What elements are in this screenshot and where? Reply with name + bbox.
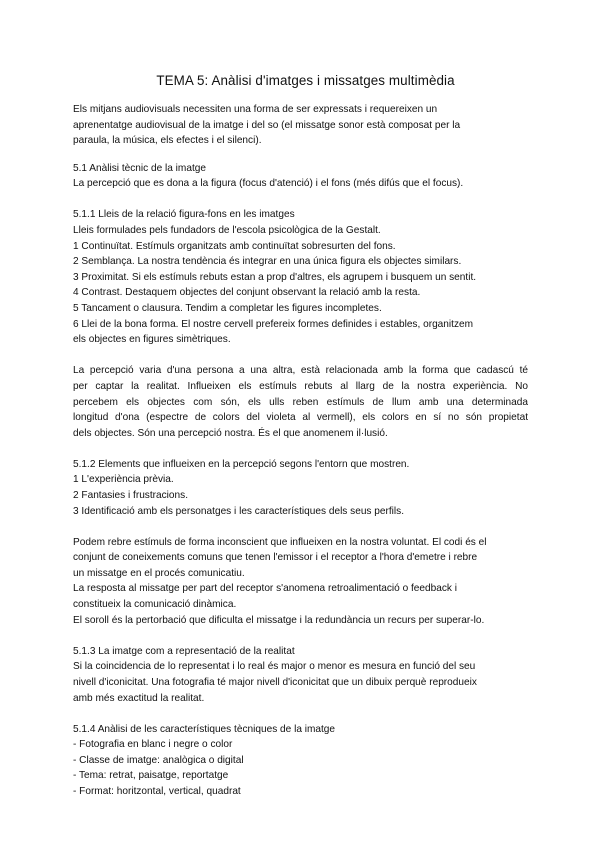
text-line: longitud d'ona (espectre de colors del violeta al vermell), els colors en sí no són propietat: [73, 412, 528, 424]
section-5-1-3: [73, 644, 528, 706]
text-line: percebem els objectes com són, els ulls reben estímuls de llum amb una determinada: [73, 396, 528, 408]
list-item: 5 Tancament o clausura. Tendim a completar les figures incompletes.: [73, 303, 382, 315]
text-line: per captar la realitat. Influeixen els estímuls rebuts al llarg de la nostra experiència. No: [73, 380, 528, 392]
text-line: La percepció varia d'una persona a una altra, està relacionada amb la forma que cadascú té: [73, 365, 528, 377]
section-heading: 5.1.4 Anàlisi de les característiques tècniques de la imatge: [73, 723, 336, 735]
document-title: TEMA 5: Anàlisi d'imatges i missatges multimèdia: [156, 73, 455, 88]
text-line: Podem rebre estímuls de forma inconscient que influeixen en la nostra voluntat. El codi és el: [73, 536, 487, 548]
list-item: - Format: horitzontal, vertical, quadrat: [73, 785, 241, 797]
text-line: La percepció que es dona a la figura (focus d'atenció) i el fons (més difús que el focus).: [73, 178, 464, 190]
text-line: dels objectes. Són una percepció nostra. És el que anomenem il·lusió.: [73, 427, 388, 439]
text-line: nivell d'iconicitat. Una fotografia té major nivell d'iconicitat que un dibuix perquè reprodueix: [73, 676, 477, 688]
text-line: Els mitjans audiovisuals necessiten una forma de ser expressats i requereixen un: [73, 104, 438, 115]
section-heading: 5.1 Anàlisi tècnic de la imatge: [73, 162, 206, 174]
text-line: Lleis formulades pels fundadors de l'escola psicològica de la Gestalt.: [73, 225, 381, 237]
list-item: 1 Continuïtat. Estímuls organitzats amb continuïtat sobresurten del fons.: [73, 240, 396, 252]
intro-paragraph: [73, 102, 528, 149]
list-item: 4 Contrast. Destaquem objectes del conjunt observant la relació amb la resta.: [73, 287, 421, 299]
section-5-1-2: [73, 457, 528, 519]
list-item: 2 Fantasies i frustracions.: [73, 489, 189, 501]
section-5-1: [73, 161, 528, 192]
text-line: conjunt de coneixements comuns que tenen l'emissor i el receptor a l'hora d'emetre i rebre: [73, 552, 478, 564]
text-line: amb més exactitud la realitat.: [73, 692, 205, 704]
text-line: constitueix la comunicació dinàmica.: [73, 599, 237, 611]
document-page: [73, 72, 528, 800]
section-5-1-1: [73, 207, 528, 347]
text-line: un missatge en el procés comunicatiu.: [73, 567, 245, 579]
text-line: Si la coincidencia de lo representat i lo real és major o menor es mesura en funció del seu: [73, 661, 476, 673]
section-5-1-4: [73, 722, 528, 800]
section-heading: 5.1.2 Elements que influeixen en la percepció segons l'entorn que mostren.: [73, 458, 410, 470]
list-item: 2 Semblança. La nostra tendència és integrar en una única figura els objectes similars.: [73, 256, 462, 268]
list-item: - Fotografia en blanc i negre o color: [73, 739, 233, 751]
text-line: paraula, la música, els efectes i el silenci).: [73, 135, 262, 147]
list-item: 3 Proximitat. Si els estímuls rebuts estan a prop d'altres, els agrupem i busquem un sentit.: [73, 271, 477, 283]
list-item: 3 Identificació amb els personatges i les característiques dels seus perfils.: [73, 505, 405, 517]
section-heading: 5.1.1 Lleis de la relació figura-fons en les imatges: [73, 209, 295, 221]
text-line: La resposta al missatge per part del receptor s'anomena retroalimentació o feedback i: [73, 583, 458, 595]
list-item: - Classe de imatge: analògica o digital: [73, 754, 244, 766]
text-line: El soroll és la pertorbació que dificulta el missatge i la redundància un recurs per superar-lo.: [73, 614, 485, 626]
list-item: els objectes en figures simètriques.: [73, 334, 231, 346]
list-item: 1 L'experiència prèvia.: [73, 474, 174, 486]
text-line: aprenentatge audiovisual de la imatge i del so (el missatge sonor està composat per la: [73, 119, 461, 131]
list-item: - Tema: retrat, paisatge, reportatge: [73, 770, 229, 782]
stimuli-paragraph: [73, 535, 528, 629]
perception-paragraph: [73, 363, 528, 441]
section-heading: 5.1.3 La imatge com a representació de la realitat: [73, 645, 295, 657]
list-item: 6 Llei de la bona forma. El nostre cervell prefereix formes definides i estables, organitzem: [73, 318, 474, 330]
